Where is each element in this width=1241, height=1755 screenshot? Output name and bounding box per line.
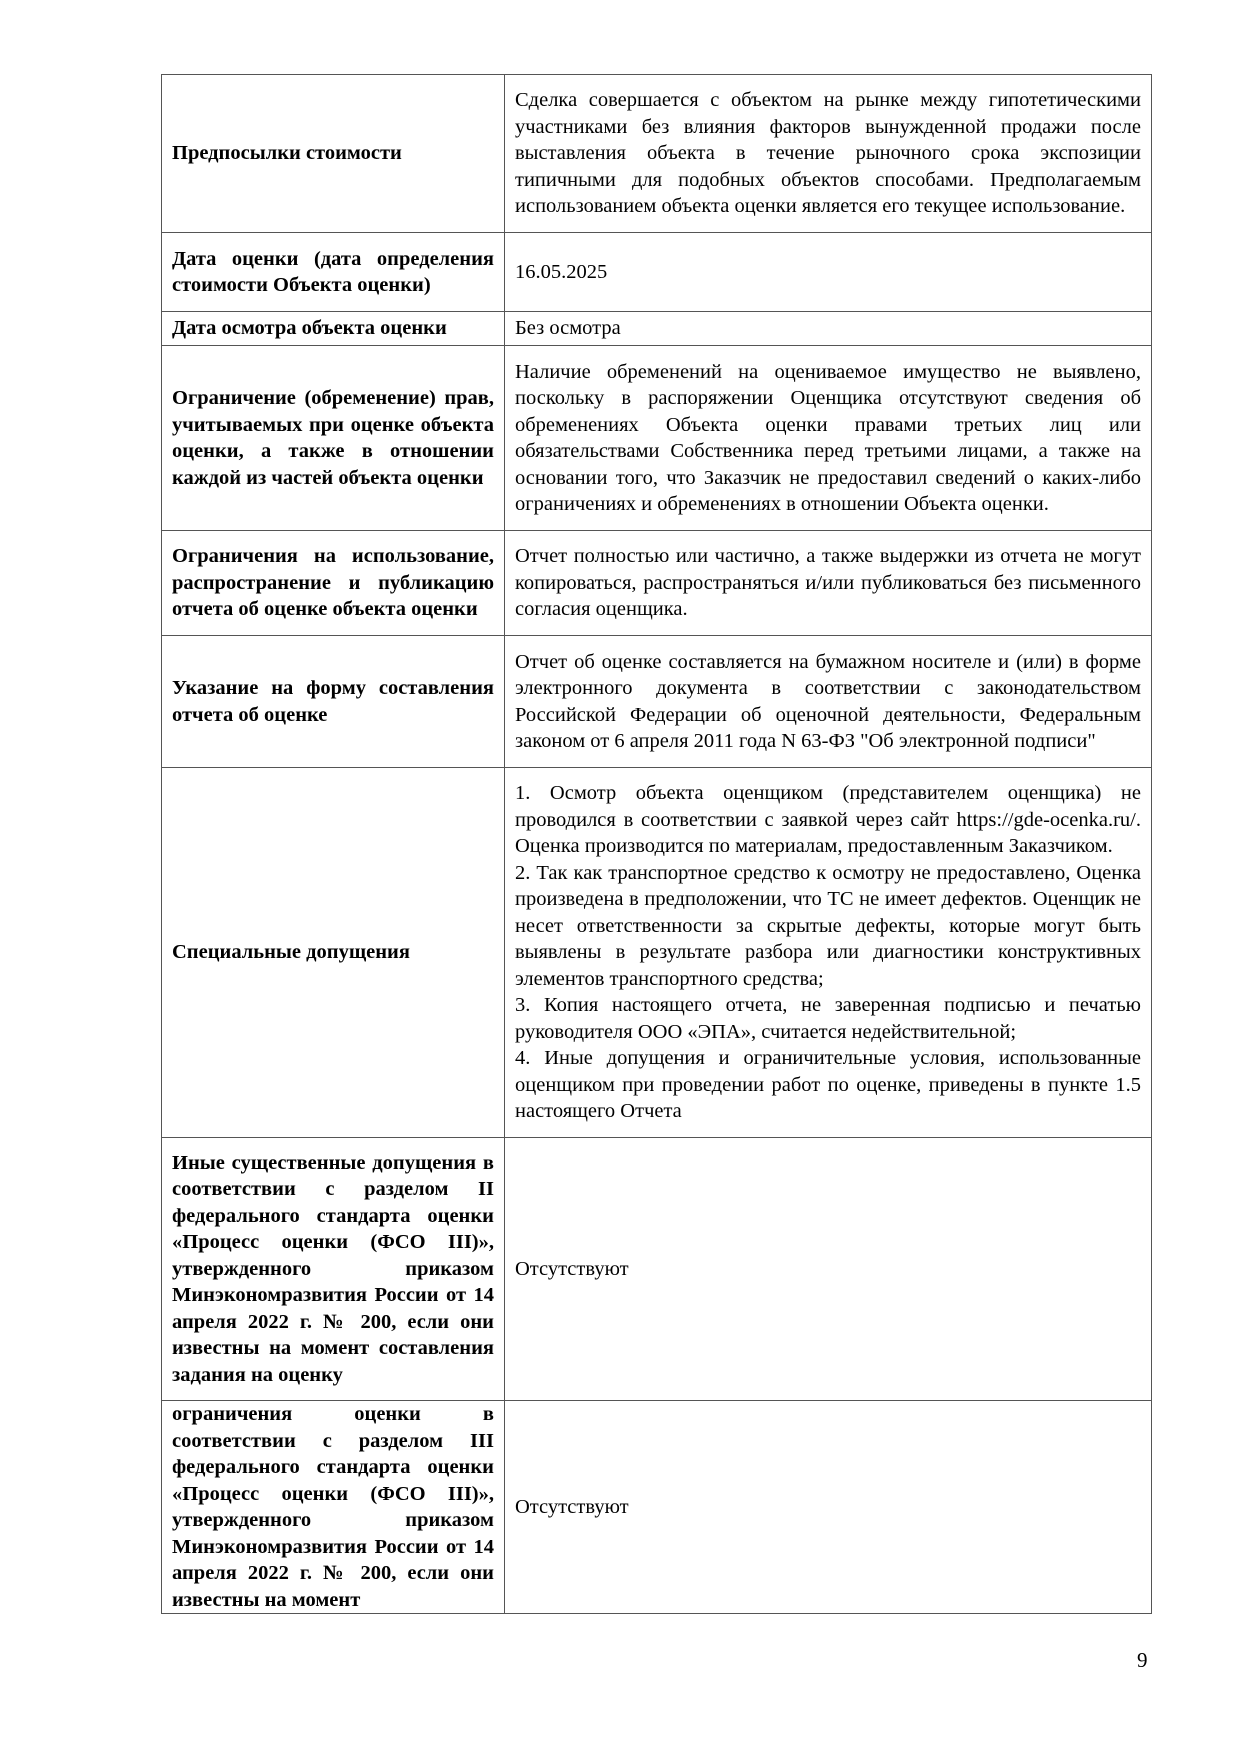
table-row <box>162 233 1152 312</box>
row-label: Иные существенные допущения в соответствии с разделом II федерального стандарта оценки «Процесс оценки (ФСО III)», утвержденного приказом Минэкономразвития России от 14 апреля 2022 г. № 200, если они известны на момент составления задания на оценку <box>162 1138 505 1401</box>
row-value: Отсутствуют <box>505 1401 1152 1614</box>
row-value: Отсутствуют <box>505 1138 1152 1401</box>
assumption-item: 1. Осмотр объекта оценщиком (представителем оценщика) не проводился в соответствии с заявкой через сайт https://gde-ocenka.ru/. Оценка производится по материалам, предоставленным Заказчиком. <box>515 782 1141 858</box>
assumption-item: 2. Так как транспортное средство к осмотру не предоставлено, Оценка произведена в предположении, что ТС не имеет дефектов. Оценщик не несет ответственности за скрытые дефекты, которые могут быть выявлены в результате разбора или диагностики конструктивных элементов транспортного средства; <box>515 861 1141 990</box>
row-value: Отчет об оценке составляется на бумажном носителе и (или) в форме электронного документа в соответствии с законодательством Российской Федерации об оценочной деятельности, Федеральным законом от 6 апреля 2011 года N 63-ФЗ "Об электронной подписи" <box>505 636 1152 768</box>
row-label: Дата оценки (дата определения стоимости Объекта оценки) <box>162 233 505 312</box>
inspection-date-value: Без осмотра <box>505 312 1152 346</box>
row-label: Предпосылки стоимости <box>162 75 505 233</box>
table-row <box>162 75 1152 233</box>
table-row <box>162 346 1152 531</box>
row-label: Ограничение (обременение) прав, учитываемых при оценке объекта оценки, а также в отношении каждой из частей объекта оценки <box>162 346 505 531</box>
row-label: Дата осмотра объекта оценки <box>162 312 505 346</box>
row-label: Ограничения на использование, распространение и публикацию отчета об оценке объекта оценки <box>162 531 505 636</box>
row-label: Специальные допущения <box>162 768 505 1138</box>
table-row <box>162 636 1152 768</box>
row-label: ограничения оценки в соответствии с разделом III федерального стандарта оценки «Процесс оценки (ФСО III)», утвержденного приказом Минэкономразвития России от 14 апреля 2022 г. № 200, если они известны на момент <box>162 1401 505 1614</box>
table-row <box>162 768 1152 1138</box>
table-row <box>162 312 1152 346</box>
row-value: Отчет полностью или частично, а также выдержки из отчета не могут копироваться, распространяться и/или публиковаться без письменного согласия оценщика. <box>505 531 1152 636</box>
valuation-date-value: 16.05.2025 <box>505 233 1152 312</box>
table-row <box>162 531 1152 636</box>
table-row <box>162 1401 1152 1614</box>
assignment-table <box>161 74 1152 1614</box>
table-row <box>162 1138 1152 1401</box>
special-assumptions-list <box>505 768 1152 1138</box>
row-value: Сделка совершается с объектом на рынке между гипотетическими участниками без влияния факторов вынужденной продажи после выставления объекта в течение рыночного срока экспозиции типичными для подобных объектов способами. Предполагаемым использованием объекта оценки является его текущее использование. <box>505 75 1152 233</box>
page-number: 9 <box>1137 1648 1148 1672</box>
assumption-item: 4. Иные допущения и ограничительные условия, использованные оценщиком при проведении работ по оценке, приведены в пункте 1.5 настоящего Отчета <box>515 1047 1141 1123</box>
row-label: Указание на форму составления отчета об оценке <box>162 636 505 768</box>
row-value: Наличие обременений на оцениваемое имущество не выявлено, поскольку в распоряжении Оценщика отсутствуют сведения об обременениях Объекта оценки правами третьих лиц или обязательствами Собственника перед третьими лицами, а также на основании того, что Заказчик не предоставил сведений о каких-либо ограничениях и обременениях в отношении Объекта оценки. <box>505 346 1152 531</box>
assumption-item: 3. Копия настоящего отчета, не заверенная подписью и печатью руководителя ООО «ЭПА», считается недействительной; <box>515 994 1141 1043</box>
